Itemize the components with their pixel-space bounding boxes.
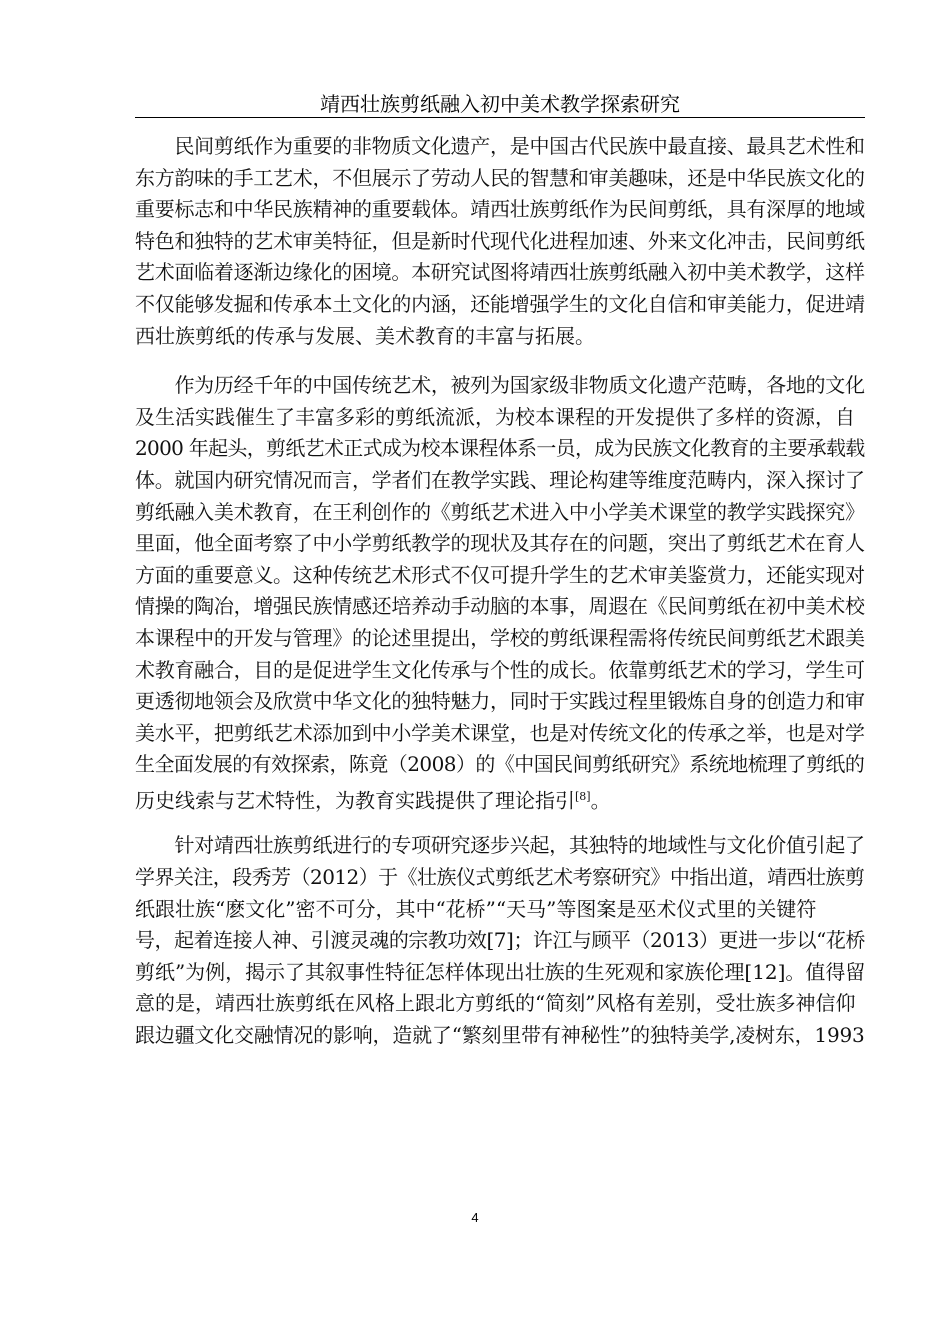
- text-line: 西壮族剪纸的传承与发展、美术教育的丰富与拓展。: [135, 323, 595, 348]
- header-rule: [135, 117, 865, 118]
- text-line: 艺术面临着逐渐边缘化的困境。本研究试图将靖西壮族剪纸融入初中美术教学，这样: [135, 260, 865, 285]
- sentence-end: 。: [590, 788, 611, 813]
- text-line: 剪纸”为例，揭示了其叙事性特征怎样体现出壮族的生死观和家族伦理[12]。值得留: [135, 959, 866, 984]
- text-line: 体。就国内研究情况而言，学者们在教学实践、理论构建等维度范畴内，深入探讨了: [135, 467, 865, 492]
- text-line: 作为历经千年的中国传统艺术，被列为国家级非物质文化遗产范畴，各地的文化: [135, 373, 865, 398]
- text-line: 跟边疆文化交融情况的影响，造就了“繁刻里带有神秘性”的独特美学,凌树东，1993: [135, 1023, 865, 1048]
- text-line: 号，起着连接人神、引渡灵魂的宗教功效[7]；许江与顾平（2013）更进一步以“花桥: [135, 928, 865, 953]
- text-line: 纸跟壮族“麽文化”密不可分，其中“花桥”“天马”等图案是巫术仪式里的关键符: [135, 896, 817, 921]
- text-line: 术教育融合，目的是促进学生文化传承与个性的成长。依靠剪纸艺术的学习，学生可: [135, 657, 865, 682]
- text-line: 民间剪纸作为重要的非物质文化遗产，是中国古代民族中最直接、最具艺术性和: [135, 134, 865, 158]
- text-line: 东方韵味的手工艺术，不但展示了劳动人民的智慧和审美趣味，还是中华民族文化的: [135, 165, 865, 190]
- text-line: 里面，他全面考察了中小学剪纸教学的现状及其存在的问题，突出了剪纸艺术在育人: [135, 531, 865, 556]
- text-line: 不仅能够发掘和传承本土文化的内涵，还能增强学生的文化自信和审美能力，促进靖: [135, 291, 865, 316]
- text-line: 美水平，把剪纸艺术添加到中小学美术课堂，也是对传统文化的传承之举，也是对学: [135, 720, 865, 745]
- text-line: 针对靖西壮族剪纸进行的专项研究逐步兴起，其独特的地域性与文化价值引起了: [135, 833, 865, 858]
- text-line: 本课程中的开发与管理》的论述里提出，学校的剪纸课程需将传统民间剪纸艺术跟美: [135, 625, 865, 650]
- text-line: 生全面发展的有效探索，陈竟（2008）的《中国民间剪纸研究》系统地梳理了剪纸的: [135, 752, 865, 777]
- text-line: 意的是，靖西壮族剪纸在风格上跟北方剪纸的“简刻”风格有差别，受壮族多神信仰: [135, 991, 856, 1016]
- text-line: 重要标志和中华民族精神的重要载体。靖西壮族剪纸作为民间剪纸，具有深厚的地域: [135, 197, 865, 222]
- body-paragraph: [135, 131, 865, 352]
- citation-superscript: [8]: [575, 789, 591, 803]
- page-number: 4: [471, 1210, 479, 1225]
- body-paragraph: [135, 370, 865, 812]
- text-line: 更透彻地领会及欣赏中华文化的独特魅力，同时于实践过程里锻炼自身的创造力和审: [135, 689, 865, 714]
- running-header-title: 靖西壮族剪纸融入初中美术教学探索研究: [320, 92, 680, 116]
- body-paragraph: [135, 830, 865, 1051]
- text-line: 方面的重要意义。这种传统艺术形式不仅可提升学生的艺术审美鉴赏力，还能实现对: [135, 562, 865, 587]
- text-line: 特色和独特的艺术审美特征，但是新时代现代化进程加速、外来文化冲击，民间剪纸: [135, 228, 865, 253]
- text-line: 情操的陶冶，增强民族情感还培养动手动脑的本事，周遐在《民间剪纸在初中美术校: [135, 594, 865, 619]
- text-line: 及生活实践催生了丰富多彩的剪纸流派，为校本课程的开发提供了多样的资源，自: [135, 404, 855, 429]
- body-text: [135, 131, 865, 1070]
- text-line: 剪纸融入美术教育，在王利创作的《剪纸艺术进入中小学美术课堂的教学实践探究》: [135, 499, 865, 524]
- text-line: 历史线索与艺术特性，为教育实践提供了理论指引[8]。: [135, 788, 611, 813]
- text-line: 2000 年起头，剪纸艺术正式成为校本课程体系一员，成为民族文化教育的主要承载载: [135, 436, 865, 461]
- text-line: 学界关注，段秀芳（2012）于《壮族仪式剪纸艺术考察研究》中指出道，靖西壮族剪: [135, 865, 865, 890]
